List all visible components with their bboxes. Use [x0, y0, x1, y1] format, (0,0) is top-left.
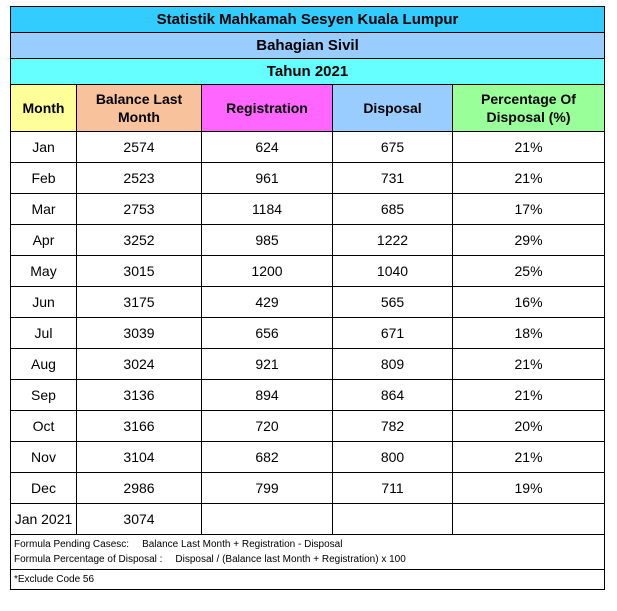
- cell-balance: 2523: [77, 163, 202, 194]
- cell-month: Aug: [11, 349, 77, 380]
- column-header-registration: Registration: [202, 85, 333, 132]
- cell-registration: 656: [202, 318, 333, 349]
- table-row: [11, 163, 605, 194]
- cell-percentage: 21%: [453, 380, 605, 411]
- table-row: [11, 256, 605, 287]
- cell-percentage: 16%: [453, 287, 605, 318]
- column-header-month: Month: [11, 85, 77, 132]
- cell-month: Apr: [11, 225, 77, 256]
- cell-percentage: 21%: [453, 442, 605, 473]
- cell-disposal: 864: [333, 380, 453, 411]
- cell-balance: 3104: [77, 442, 202, 473]
- cell-percentage: 25%: [453, 256, 605, 287]
- column-header-percentage: [453, 85, 605, 132]
- cell-disposal: 565: [333, 287, 453, 318]
- cell-month: Oct: [11, 411, 77, 442]
- exclusion-note-row: [11, 570, 605, 590]
- cell-disposal: 675: [333, 132, 453, 163]
- cell-balance: 2574: [77, 132, 202, 163]
- cell-balance: 3039: [77, 318, 202, 349]
- cell-percentage: 21%: [453, 163, 605, 194]
- cell-disposal: 711: [333, 473, 453, 504]
- cell-balance: 2753: [77, 194, 202, 225]
- cell-registration: 985: [202, 225, 333, 256]
- report-title: Statistik Mahkamah Sesyen Kuala Lumpur: [11, 7, 605, 33]
- table-row: [11, 318, 605, 349]
- cell-month: Sep: [11, 380, 77, 411]
- column-header-percentage-line1: Percentage Of: [481, 91, 576, 107]
- column-header-percentage-line2: Disposal (%): [486, 109, 571, 125]
- cell-registration: 624: [202, 132, 333, 163]
- table-row: [11, 504, 605, 535]
- cell-disposal: 782: [333, 411, 453, 442]
- column-header-balance: [77, 85, 202, 132]
- cell-month: Dec: [11, 473, 77, 504]
- cell-percentage: 18%: [453, 318, 605, 349]
- pending-formula-label: Formula Pending Casesc:: [14, 539, 130, 550]
- cell-month: Jul: [11, 318, 77, 349]
- report-subtitle: Bahagian Sivil: [11, 33, 605, 59]
- cell-disposal: 809: [333, 349, 453, 380]
- cell-balance: 3015: [77, 256, 202, 287]
- cell-month: May: [11, 256, 77, 287]
- statistics-table: [10, 6, 605, 590]
- cell-disposal: 1040: [333, 256, 453, 287]
- cell-registration: [202, 504, 333, 535]
- cell-disposal: 685: [333, 194, 453, 225]
- cell-disposal: 1222: [333, 225, 453, 256]
- cell-percentage: [453, 504, 605, 535]
- cell-registration: 799: [202, 473, 333, 504]
- cell-percentage: 20%: [453, 411, 605, 442]
- formula-notes: [11, 535, 605, 570]
- cell-percentage: 17%: [453, 194, 605, 225]
- column-header-balance-line2: Month: [118, 109, 160, 125]
- pending-formula-note: [14, 537, 601, 552]
- cell-registration: 429: [202, 287, 333, 318]
- cell-balance: 3175: [77, 287, 202, 318]
- cell-balance: 3136: [77, 380, 202, 411]
- cell-percentage: 29%: [453, 225, 605, 256]
- cell-month: Nov: [11, 442, 77, 473]
- table-header-row: [11, 85, 605, 132]
- cell-registration: 894: [202, 380, 333, 411]
- cell-registration: 720: [202, 411, 333, 442]
- exclusion-note: *Exclude Code 56: [11, 570, 605, 590]
- table-row: [11, 411, 605, 442]
- cell-balance: 3252: [77, 225, 202, 256]
- cell-registration: 921: [202, 349, 333, 380]
- table-row: [11, 380, 605, 411]
- table-row: [11, 473, 605, 504]
- cell-month: Feb: [11, 163, 77, 194]
- cell-disposal: 671: [333, 318, 453, 349]
- cell-balance: 3074: [77, 504, 202, 535]
- cell-registration: 1184: [202, 194, 333, 225]
- cell-month: Jun: [11, 287, 77, 318]
- percentage-formula-text: Disposal / (Balance last Month + Registration) x 100: [175, 554, 406, 565]
- table-row: [11, 225, 605, 256]
- table-row: [11, 287, 605, 318]
- cell-percentage: 19%: [453, 473, 605, 504]
- cell-month: Mar: [11, 194, 77, 225]
- report-year: Tahun 2021: [11, 59, 605, 85]
- cell-percentage: 21%: [453, 349, 605, 380]
- cell-registration: 1200: [202, 256, 333, 287]
- cell-month: Jan: [11, 132, 77, 163]
- column-header-balance-line1: Balance Last: [95, 91, 183, 107]
- table-row: [11, 349, 605, 380]
- cell-balance: 2986: [77, 473, 202, 504]
- percentage-formula-note: [14, 552, 601, 567]
- cell-month: Jan 2021: [11, 504, 77, 535]
- cell-percentage: 21%: [453, 132, 605, 163]
- cell-registration: 682: [202, 442, 333, 473]
- table-row: [11, 442, 605, 473]
- cell-disposal: 800: [333, 442, 453, 473]
- table-row: [11, 132, 605, 163]
- cell-disposal: [333, 504, 453, 535]
- cell-registration: 961: [202, 163, 333, 194]
- cell-balance: 3024: [77, 349, 202, 380]
- column-header-disposal: Disposal: [333, 85, 453, 132]
- pending-formula-text: Balance Last Month + Registration - Disposal: [142, 539, 343, 550]
- statistics-sheet: [10, 6, 604, 590]
- cell-disposal: 731: [333, 163, 453, 194]
- formula-notes-row: [11, 535, 605, 570]
- cell-balance: 3166: [77, 411, 202, 442]
- table-row: [11, 194, 605, 225]
- percentage-formula-label: Formula Percentage of Disposal :: [14, 554, 163, 565]
